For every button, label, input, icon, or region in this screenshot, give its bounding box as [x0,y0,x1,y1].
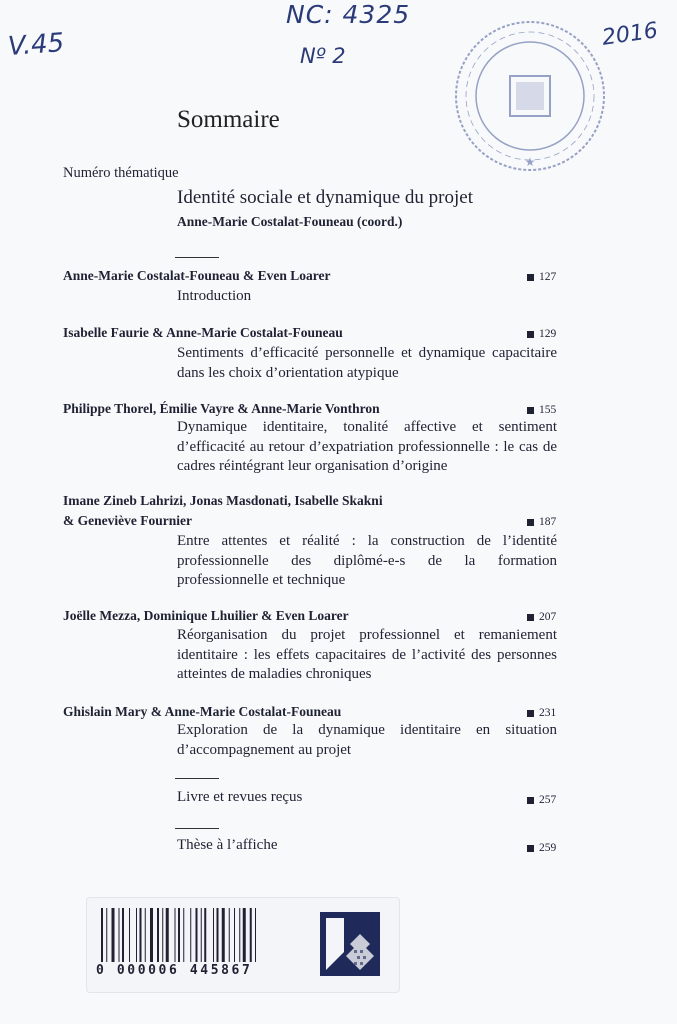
article-page: 187 [527,516,556,528]
article-page: 127 [527,271,556,283]
barcode-bar [150,908,153,962]
barcode-bar [119,908,120,962]
barcode-bar [136,908,137,962]
barcode-bar [213,908,214,962]
barcode-bar [217,908,219,962]
article-title: Réorganisation du projet professionnel et remaniement identitaire : les effets capacitaires de l’activité des personnes atteintes de maladies chroniques [177,627,557,682]
article-authors: Anne-Marie Costalat-Founeau & Even Loarer [63,268,331,283]
barcode-bar [234,908,235,962]
article-title: Introduction [177,288,252,304]
article-page: 207 [527,611,556,623]
barcode-bar [201,908,202,962]
article-authors: Isabelle Faurie & Anne-Marie Costalat-Founeau [63,325,343,340]
barcode-bar [122,908,124,962]
barcode-digits: 0 000006 445867 [96,963,253,978]
theme-label: Numéro thématique [63,165,179,181]
page-title: Sommaire [177,106,280,133]
article-page: 129 [527,328,556,340]
barcode-bar [157,908,159,962]
barcode-bar [162,908,163,962]
theme-title: Identité sociale et dynamique du projet [177,187,473,208]
barcode-bar [250,908,252,962]
extra-title: Livre et revues reçus [177,789,303,805]
article-title: Entre attentes et réalité : la construction de l’identité professionnelle des diplômé-e-s de la formation professionnelle et technique [177,533,557,588]
article-authors: Philippe Thorel, Émilie Vayre & Anne-Marie Vonthron [63,401,380,416]
handwritten-volume: V.45 [7,28,66,62]
barcode-bar [175,908,176,962]
barcode-bar [145,908,146,962]
article-page: 231 [527,707,556,719]
barcode-bar [183,908,184,962]
theme-coordinator: Anne-Marie Costalat-Founeau (coord.) [177,214,403,229]
article-authors: Ghislain Mary & Anne-Marie Costalat-Founeau [63,704,342,719]
barcode-bar [140,908,142,962]
barcode-bar [229,908,230,962]
divider [175,778,219,779]
divider [175,828,219,829]
barcode-bar [106,908,107,962]
barcode-bar [204,908,206,962]
barcode-bar [243,908,246,962]
article-authors: Imane Zineb Lahrizi, Jonas Masdonati, Isabelle Skakni [63,493,383,508]
handwritten-call-number: NC: 4325 [286,0,411,29]
barcode-bar [239,908,240,962]
article-page: 155 [527,404,556,416]
handwritten-issue: Nº 2 [300,44,346,68]
barcode-bar [101,908,103,962]
barcode-bar [166,908,169,962]
barcode-bar [255,908,256,962]
barcode-bar [178,908,180,962]
barcode-bar [112,908,115,962]
article-authors: Joëlle Mezza, Dominique Lhuilier & Even Loarer [63,608,349,623]
extra-page: 259 [527,842,556,854]
article-title: Exploration de la dynamique identitaire en situation d’accompagnement au projet [177,722,557,758]
barcode-bar [190,908,191,962]
barcode-bar [129,908,130,962]
divider [175,257,219,258]
library-logo [320,912,380,976]
handwritten-year: 2016 [600,18,660,51]
barcode-bar [196,908,198,962]
svg-text:★: ★ [524,155,536,169]
library-stamp [452,18,608,174]
extra-title: Thèse à l’affiche [177,837,278,853]
article-authors: & Geneviève Fournier [63,513,192,528]
extra-page: 257 [527,794,556,806]
barcode [101,908,315,962]
article-title: Sentiments d’efficacité personnelle et dynamique capacitaire dans les choix d’orientation atypique [177,345,557,381]
barcode-bar [222,908,225,962]
article-title: Dynamique identitaire, tonalité affective et sentiment d’efficacité au retour d’expatriation professionnelle : le cas de cadres réintégrant leur organisation d’origine [177,419,557,474]
